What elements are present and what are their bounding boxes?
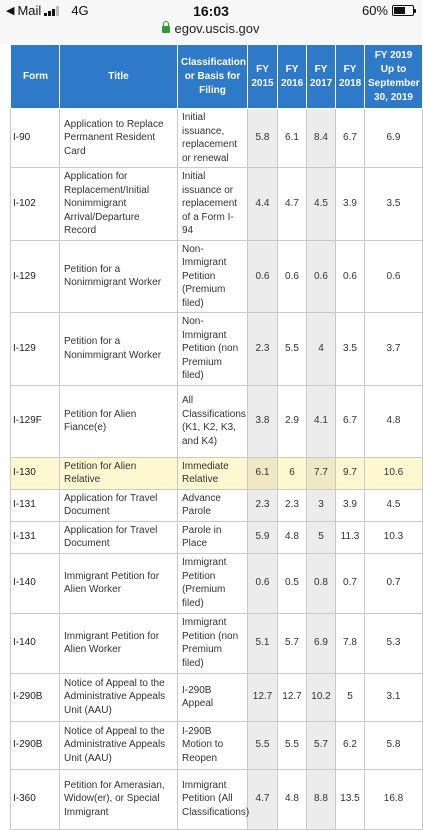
header-form: Form (11, 45, 60, 109)
cell-classification: I-290B Appeal (178, 673, 248, 721)
cell-fy2015: 5.8 (248, 109, 278, 168)
cell-fy2017: 3 (307, 489, 336, 521)
header-fy2018: FY 2018 (336, 45, 365, 109)
page-left-margin (0, 44, 10, 750)
cell-title: Notice of Appeal to the Administrative Appeals Unit (AAU) (60, 673, 178, 721)
cell-classification: Initial issuance or replacement of a Form I-94 (178, 168, 248, 241)
cell-fy2016: 4.8 (278, 521, 307, 553)
cell-fy2015: 2.3 (248, 489, 278, 521)
cell-fy2015: 5.1 (248, 613, 278, 673)
cell-form: I-129 (11, 313, 60, 386)
cell-fy2015: 5.5 (248, 721, 278, 769)
cell-fy2018: 6.7 (336, 109, 365, 168)
cell-fy2016: 0.6 (278, 240, 307, 313)
cell-fy2018: 0.6 (336, 240, 365, 313)
cell-classification: Parole in Place (178, 521, 248, 553)
cell-classification: Immediate Relative (178, 457, 248, 489)
cell-classification: Immigrant Petition (non Premium filed) (178, 613, 248, 673)
cell-fy2017: 6.9 (307, 613, 336, 673)
cell-fy2017: 7.7 (307, 457, 336, 489)
cell-title: Application to Replace Permanent Resident Card (60, 109, 178, 168)
table-header-row (11, 45, 423, 109)
cell-fy2018: 5 (336, 673, 365, 721)
header-classification: Classification or Basis for Filing (178, 45, 248, 109)
cell-fy2018: 7.8 (336, 613, 365, 673)
battery-percent: 60% (361, 3, 388, 18)
cell-form: I-90 (11, 109, 60, 168)
header-fy2016: FY 2016 (278, 45, 307, 109)
cell-fy2019: 5.3 (365, 613, 423, 673)
table-row (11, 457, 423, 489)
cell-fy2019: 4.8 (365, 385, 423, 457)
cell-classification: All Classifications (K1, K2, K3, and K4) (178, 385, 248, 457)
cell-fy2016: 5.5 (278, 313, 307, 386)
cell-fy2015: 4.4 (248, 168, 278, 241)
cell-fy2019: 3.5 (365, 168, 423, 241)
cell-fy2019: 5.8 (365, 721, 423, 769)
address-bar[interactable] (0, 21, 422, 36)
header-fy2017: FY 2017 (307, 45, 336, 109)
cell-classification: Initial issuance, replacement or renewal (178, 109, 248, 168)
cell-fy2016: 6 (278, 457, 307, 489)
cell-title: Application for Travel Document (60, 489, 178, 521)
cell-fy2017: 5 (307, 521, 336, 553)
cell-fy2016: 2.3 (278, 489, 307, 521)
back-to-app-icon[interactable]: ◀ (6, 5, 15, 17)
cell-title: Immigrant Petition for Alien Worker (60, 613, 178, 673)
cell-fy2019: 6.9 (365, 109, 423, 168)
cell-fy2016: 6.1 (278, 109, 307, 168)
cell-fy2015: 5.9 (248, 521, 278, 553)
table-row (11, 769, 423, 829)
cell-fy2017: 4.5 (307, 168, 336, 241)
cell-title: Immigrant Petition for Alien Worker (60, 553, 178, 613)
cell-title: Application for Travel Document (60, 521, 178, 553)
cell-fy2015: 6.1 (248, 457, 278, 489)
cell-fy2018: 3.9 (336, 489, 365, 521)
cell-fy2018: 0.7 (336, 553, 365, 613)
table-row (11, 521, 423, 553)
cell-fy2015: 4.7 (248, 769, 278, 829)
cell-fy2018: 13.5 (336, 769, 365, 829)
status-right (362, 3, 414, 18)
cell-fy2015: 3.8 (248, 385, 278, 457)
cell-title: Petition for Alien Fiance(e) (60, 385, 178, 457)
cell-fy2017: 10.2 (307, 673, 336, 721)
url-text: egov.uscis.gov (174, 21, 260, 36)
cell-fy2019: 4.5 (365, 489, 423, 521)
clock: 16:03 (193, 3, 229, 19)
header-fy2019: FY 2019 Up to September 30, 2019 (365, 45, 423, 109)
cell-fy2015: 2.3 (248, 313, 278, 386)
cell-fy2015: 0.6 (248, 553, 278, 613)
table-row (11, 613, 423, 673)
cell-fy2019: 10.3 (365, 521, 423, 553)
cell-classification: I-290B Motion to Reopen (178, 721, 248, 769)
cell-title: Petition for Alien Relative (60, 457, 178, 489)
cell-fy2016: 4.8 (278, 769, 307, 829)
cell-fy2017: 8.4 (307, 109, 336, 168)
table-row (11, 168, 423, 241)
cell-fy2019: 3.7 (365, 313, 423, 386)
cell-classification: Immigrant Petition (Premium filed) (178, 553, 248, 613)
table-row (11, 489, 423, 521)
cell-form: I-102 (11, 168, 60, 241)
cell-form: I-140 (11, 553, 60, 613)
cell-fy2015: 0.6 (248, 240, 278, 313)
battery-icon (392, 5, 414, 16)
network-type: 4G (71, 3, 89, 18)
table-row (11, 313, 423, 386)
cell-fy2019: 10.6 (365, 457, 423, 489)
table-row (11, 385, 423, 457)
header-title: Title (60, 45, 178, 109)
cell-form: I-130 (11, 457, 60, 489)
cell-fy2018: 3.5 (336, 313, 365, 386)
cell-fy2019: 0.7 (365, 553, 423, 613)
cell-form: I-360 (11, 769, 60, 829)
cell-form: I-131 (11, 489, 60, 521)
processing-times-table-container[interactable] (10, 44, 422, 818)
cell-fy2017: 4.1 (307, 385, 336, 457)
cell-fy2016: 4.7 (278, 168, 307, 241)
cell-form: I-290B (11, 721, 60, 769)
cell-fy2018: 11.3 (336, 521, 365, 553)
cell-fy2018: 6.7 (336, 385, 365, 457)
table-row (11, 553, 423, 613)
table-body (11, 109, 423, 830)
back-to-app-label[interactable]: Mail (17, 3, 42, 18)
cell-fy2016: 5.5 (278, 721, 307, 769)
cell-fy2018: 6.2 (336, 721, 365, 769)
cell-classification: Advance Parole (178, 489, 248, 521)
cell-fy2018: 3.9 (336, 168, 365, 241)
header-fy2015: FY 2015 (248, 45, 278, 109)
cell-title: Petition for Amerasian, Widow(er), or Special Immigrant (60, 769, 178, 829)
table-row (11, 109, 423, 168)
cell-form: I-290B (11, 673, 60, 721)
cell-fy2016: 0.5 (278, 553, 307, 613)
cell-fy2018: 9.7 (336, 457, 365, 489)
table-row (11, 721, 423, 769)
status-bar (0, 0, 422, 44)
cell-classification: Non-Immigrant Petition (Premium filed) (178, 240, 248, 313)
processing-times-table (10, 44, 423, 830)
cell-form: I-140 (11, 613, 60, 673)
cell-fy2019: 16.8 (365, 769, 423, 829)
cell-fy2017: 0.8 (307, 553, 336, 613)
cell-fy2015: 12.7 (248, 673, 278, 721)
cell-title: Notice of Appeal to the Administrative Appeals Unit (AAU) (60, 721, 178, 769)
cell-fy2016: 12.7 (278, 673, 307, 721)
cell-form: I-131 (11, 521, 60, 553)
cell-fy2016: 2.9 (278, 385, 307, 457)
cell-title: Petition for a Nonimmigrant Worker (60, 240, 178, 313)
cell-fy2019: 3.1 (365, 673, 423, 721)
cell-fy2017: 4 (307, 313, 336, 386)
cell-fy2019: 0.6 (365, 240, 423, 313)
cell-title: Petition for a Nonimmigrant Worker (60, 313, 178, 386)
table-row (11, 240, 423, 313)
cell-form: I-129F (11, 385, 60, 457)
table-row (11, 673, 423, 721)
cell-fy2017: 0.6 (307, 240, 336, 313)
cell-fy2016: 5.7 (278, 613, 307, 673)
lock-icon (162, 26, 170, 33)
cell-title: Application for Replacement/Initial Nonimmigrant Arrival/Departure Record (60, 168, 178, 241)
cell-form: I-129 (11, 240, 60, 313)
cell-fy2017: 5.7 (307, 721, 336, 769)
cell-classification: Non-Immigrant Petition (non Premium filed) (178, 313, 248, 386)
cell-classification: Immigrant Petition (All Classifications) (178, 769, 248, 829)
cell-fy2017: 8.8 (307, 769, 336, 829)
